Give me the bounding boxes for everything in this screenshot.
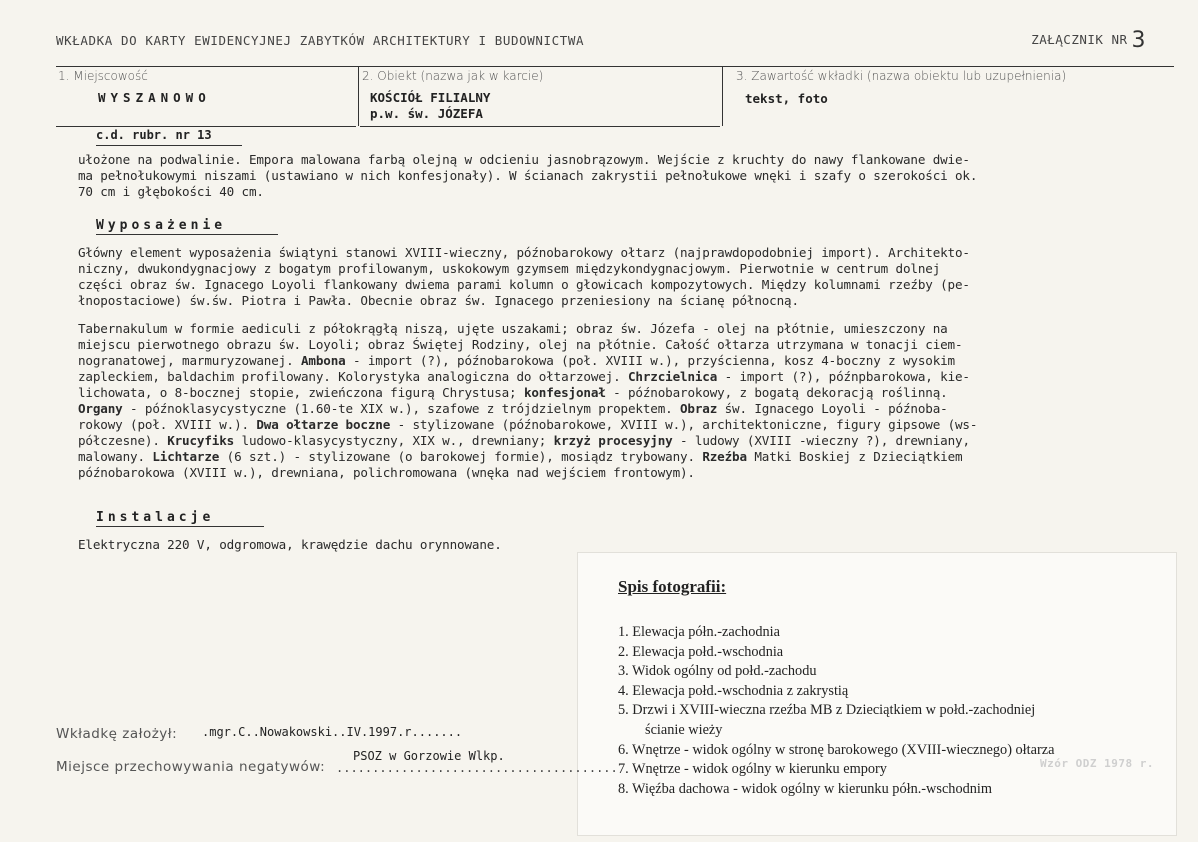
term-ambona: Ambona: [300, 353, 346, 368]
installation-paragraph: [78, 537, 1138, 553]
founded-by-value: .mgr.C..Nowakowski..IV.1997.r.......: [202, 725, 463, 739]
section-underline: [96, 234, 278, 235]
form-template-watermark: Wzór ODZ 1978 r.: [1040, 757, 1154, 770]
text-run: ludowo-klasycystyczny, XIX w., drewniany;: [234, 433, 554, 448]
content-label: 3. Zawartość wkładki (nazwa obiektu lub uzupełnienia): [736, 69, 1067, 83]
term-obraz: Obraz: [680, 401, 718, 416]
intro-line: ułożone na podwalinie. Empora malowana farbą olejną w odcieniu jasnobrązowym. Wejście z kruchty do nawy flankowane dwie-: [78, 152, 970, 167]
header-divider-2: [722, 66, 723, 126]
equipment-line: łnopostaciowe) św.św. Piotra i Pawła. Obecnie obraz św. Ignacego przeniesiony na ścianę północną.: [78, 293, 799, 308]
photo-list-item: 3. Widok ogólny od połd.-zachodu: [618, 663, 817, 680]
text-run: malowany.: [78, 449, 153, 464]
equipment-line: miejscu pierwotnego obrazu św. Loyoli; obraz Świętej Rodziny, olej na płótnie. Całość ołtarza utrzymana w tonacji ciem-: [78, 337, 963, 352]
continuation-underline: [96, 145, 242, 146]
photo-list-title: Spis fotografii:: [618, 577, 727, 596]
equipment-line: [78, 401, 1138, 417]
photo-list-item: 8. Więźba dachowa - widok ogólny w kierunku półn.-wschodnim: [618, 780, 992, 797]
term-rzezba: Rzeźba: [702, 449, 747, 464]
attachment-number: [1031, 28, 1146, 53]
text-run: - późnobarokowy, z bogatą dekoracją roślinną.: [605, 385, 948, 400]
object-value-line2: p.w. św. JÓZEFA: [370, 106, 483, 121]
equipment-line: Tabernakulum w formie aediculi z półokrągłą niszą, ujęte uszakami; obraz św. Józefa - olej na płótnie, umieszczony na: [78, 321, 948, 336]
photo-list-item: 5. Drzwi i XVIII-wieczna rzeźba MB z Dzieciątkiem w połd.-zachodniej: [618, 702, 1036, 719]
equipment-line: Główny element wyposażenia świątyni stanowi XVIII-wieczny, późnobarokowy ołtarz (najprawdopodobniej import). Architekto-: [78, 245, 970, 260]
photo-list-item: 1. Elewacja półn.-zachodnia: [618, 624, 780, 640]
object-value-line1: KOŚCIÓŁ FILIALNY: [370, 90, 491, 105]
term-krzyz-procesyjny: krzyż procesyjny: [553, 433, 673, 448]
equipment-paragraph-2: [78, 321, 1138, 481]
term-chrzcielnica: Chrzcielnica: [627, 369, 718, 384]
term-lichtarze: Lichtarze: [152, 449, 220, 464]
intro-paragraph: [78, 152, 1138, 200]
negatives-storage-dots: .......................................: [336, 761, 618, 775]
photo-list-item: 2. Elewacja połd.-wschodnia: [618, 643, 784, 660]
text-run: św. Ignacego Loyoli - późnoba-: [717, 401, 948, 416]
founded-by-label: Wkładkę założył:: [56, 726, 178, 742]
photo-list-panel: [577, 552, 1177, 836]
equipment-line: [78, 433, 1138, 449]
text-run: - ludowy (XVIII -wieczny ?), drewniany,: [672, 433, 970, 448]
equipment-paragraph-1: [78, 245, 1138, 309]
text-run: półczesne).: [78, 433, 168, 448]
installation-line: Elektryczna 220 V, odgromowa, krawędzie dachu orynnowane.: [78, 537, 502, 552]
photo-list-item: 7. Wnętrze - widok ogólny w kierunku empory: [618, 761, 887, 778]
negatives-storage-value: PSOZ w Gorzowie Wlkp.: [353, 749, 505, 763]
attachment-label: ZAŁĄCZNIK NR: [1031, 32, 1128, 47]
section-heading-installation: Instalacje: [96, 510, 215, 525]
section-underline: [96, 526, 264, 527]
header-bottom-rule-2: [360, 126, 720, 127]
equipment-line: [78, 385, 1138, 401]
document-title: WKŁADKA DO KARTY EWIDENCYJNEJ ZABYTKÓW ARCHITEKTURY I BUDOWNICTWA: [56, 33, 585, 48]
equipment-line: [78, 417, 1138, 433]
text-run: rokowy (poł. XVIII w.).: [78, 417, 257, 432]
intro-line: ma pełnołukowymi niszami (ustawiano w nich konfesjonały). W ścianach zakrystii pełnołukowe wnęki i szafy o szerokości ok.: [78, 168, 978, 183]
intro-line: 70 cm i głębokości 40 cm.: [78, 184, 264, 199]
text-run: - import (?), późnpbarokowa, kie-: [717, 369, 970, 384]
photo-list-item: 6. Wnętrze - widok ogólny w stronę barokowego (XVIII-wiecznego) ołtarza: [618, 741, 1055, 758]
negatives-storage-label: Miejsce przechowywania negatywów:: [56, 759, 326, 775]
text-run: zapleckiem, baldachim profilowany. Kolorystyka analogiczna do ołtarzowej.: [78, 369, 628, 384]
text-run: - import (?), późnobarokowa (poł. XVIII w.), przyścienna, kosz 4-boczny z wysokim: [345, 353, 955, 368]
attachment-number-value: 3: [1131, 28, 1146, 53]
text-run: - stylizowane (późnobarokowe, XVIII w.), architektoniczne, figury gipsowe (ws-: [390, 417, 978, 432]
term-krucyfiks: Krucyfiks: [167, 433, 235, 448]
term-organy: Organy: [78, 401, 123, 416]
photo-list-item-continuation: ścianie wieży: [645, 721, 723, 738]
object-label: 2. Obiekt (nazwa jak w karcie): [362, 69, 544, 83]
place-value: WYSZANOWO: [98, 90, 211, 105]
equipment-line: [78, 449, 1138, 465]
term-oltarze-boczne: Dwa ołtarze boczne: [256, 417, 391, 432]
text-run: - późnoklasycystyczne (1.60-te XIX w.), szafowe z trójdzielnym propektem.: [122, 401, 680, 416]
equipment-line: [78, 369, 1138, 385]
photo-list-item: 4. Elewacja połd.-wschodnia z zakrystią: [618, 682, 849, 699]
continuation-heading: c.d. rubr. nr 13: [96, 128, 212, 142]
header-bottom-rule: [56, 126, 356, 127]
place-label: 1. Miejscowość: [58, 69, 148, 83]
section-heading-equipment: Wyposażenie: [96, 218, 227, 233]
text-run: (6 szt.) - stylizowane (o barokowej formie), mosiądz trybowany.: [219, 449, 703, 464]
header-divider-1: [358, 66, 359, 126]
content-value: tekst, foto: [745, 91, 828, 106]
text-run: Matki Boskiej z Dzieciątkiem: [746, 449, 963, 464]
text-run: nogranatowej, marmuryzowanej.: [78, 353, 301, 368]
equipment-line: części obraz św. Ignacego Loyoli flankowany dwiema parami kolumn o głowicach kompozytowych. Między kolumnami rzeźby (pe-: [78, 277, 970, 292]
equipment-line: niczny, dwukondygnacjowy z bogatym profilowanym, uskokowym gzymsem międzykondygnacjowym. Pierwotnie w centrum dolnej: [78, 261, 941, 276]
equipment-line: późnobarokowa (XVIII w.), drewniana, polichromowana (wnęka nad wejściem frontowym).: [78, 465, 695, 480]
equipment-line: [78, 353, 1138, 369]
photo-list: [618, 623, 1054, 799]
header-top-rule: [56, 66, 1174, 67]
text-run: lichowata, o 8-bocznej stopie, zwieńczona figurą Chrystusa;: [78, 385, 524, 400]
term-konfesjonal: konfesjonał: [523, 385, 606, 400]
